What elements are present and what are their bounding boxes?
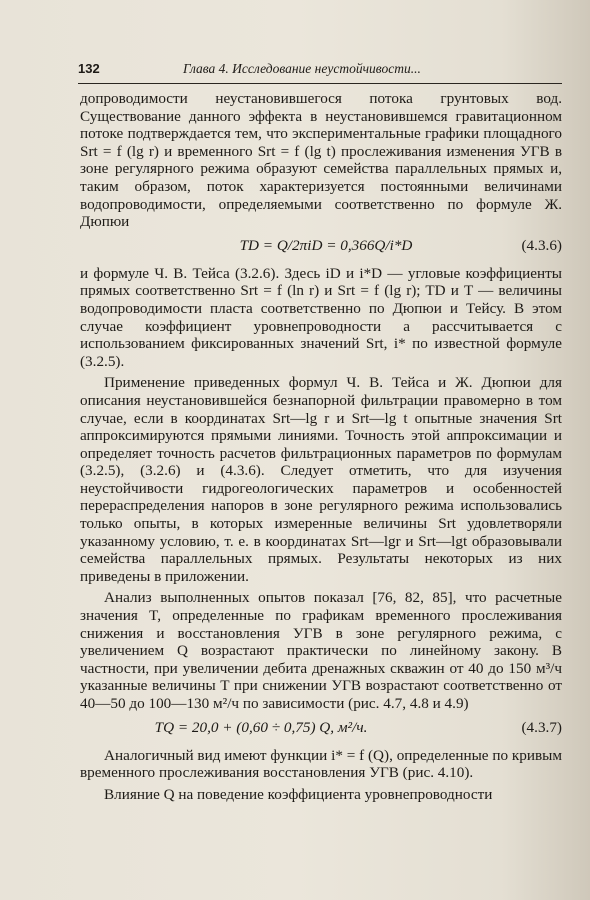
header-rule [78,83,562,84]
page-header [78,60,562,78]
formula-4-3-6 [80,237,562,259]
paragraph-3: Применение приведенных формул Ч. В. Тейса и Ж. Дюпюи для описания неустановившейся безнапорной фильтрации правомерно в том случае, если в координатах Srt—lg r и Srt—lg t опытные значения Srt аппроксимируются прямыми линиями. Точность этой аппроксимации и определяет точность расчетов фильтрационных параметров по формулам (3.2.5), (3.2.6) и (4.3.6). Следует отметить, что для изучения неустойчивости гидрогеологических параметров и особенностей перераспределения напоров в зоне регулярного режима использовались только опыты, в которых измеренные величины Srt удовлетворяли указанному условию, т. е. в координатах Srt—lgr и Srt—lgt образовывали семейства параллельных прямых. Результаты некоторых из них приведены в приложении. [80,374,562,585]
paragraph-1: допроводимости неустановившегося потока грунтовых вод. Существование данного эффекта в неустановившемся гравитационном потоке подтверждается тем, что экспериментальные графики площадного Srt = f (lg r) и временного Srt = f (lg t) прослеживания изменения УГВ в зоне регулярного режима образуют семейства параллельных прямых и, таким образом, поток характеризуется постоянными величинами водопроводимости, определяемыми соответственно по формуле Ж. Дюпюи [80,90,562,231]
formula-expression: TD = Q/2πiD = 0,366Q/i*D [239,236,413,254]
page-body [80,90,562,803]
paragraph-6: Влияние Q на поведение коэффициента уровнепроводности [104,785,493,803]
paragraph-2: и формуле Ч. В. Тейса (3.2.6). Здесь iD и i*D — угловые коэффициенты прямых соответственно Srt = f (ln r) и Srt = f (lg r); TD и T — величины водопроводимости пласта соответственно по Дюпюи и Тейсу. В этом случае коэффициент уровнепроводности a рассчитывается с использованием фиксированных значений Srt, i* по известной формуле (3.2.5). [80,264,562,370]
page-number: 132 [78,61,100,76]
paragraph-4: Анализ выполненных опытов показал [76, 82, 85], что расчетные значения T, определенные по графикам временного прослеживания снижения и восстановления УГВ в зоне регулярного режима, с увеличением Q возрастают практически по линейному закону. В частности, при увеличении дебита дренажных скважин от 40 до 150 м³/ч указанные величины T при снижении УГВ возрастают соответственно от 40—50 до 100—130 м²/ч по зависимости (рис. 4.7, 4.8 и 4.9) [80,589,562,712]
formula-number: (4.3.7) [521,718,562,736]
formula-number: (4.3.6) [521,236,562,254]
formula-4-3-7 [80,719,562,741]
paragraph-5: Аналогичный вид имеют функции i* = f (Q), определенные по кривым временного прослеживания восстановления УГВ (рис. 4.10). [80,746,562,782]
formula-expression: TQ = 20,0 + (0,60 ÷ 0,75) Q, м²/ч. [154,718,368,736]
running-head: Глава 4. Исследование неустойчивости... [183,61,421,76]
